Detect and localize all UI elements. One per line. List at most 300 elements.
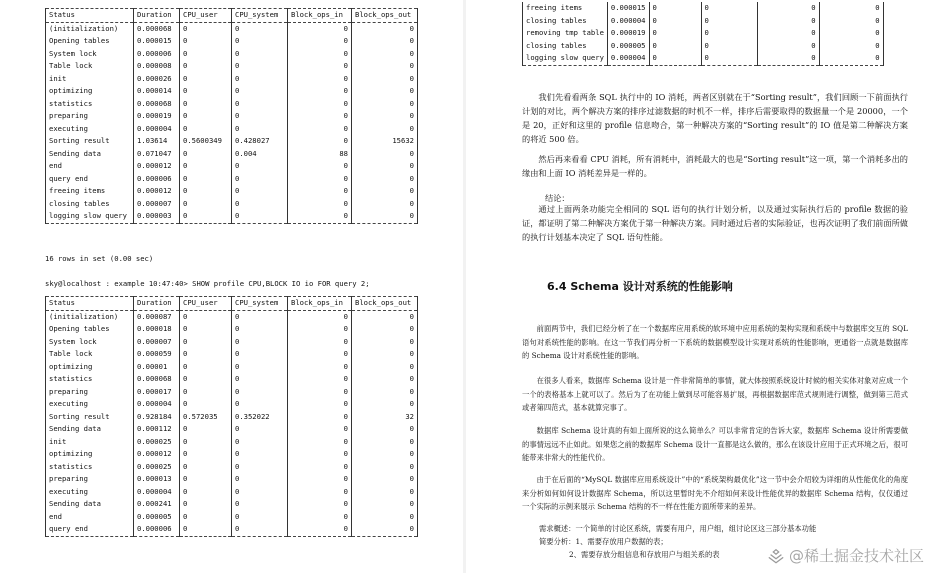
table-cell: 0.000008 <box>134 60 180 73</box>
table-cell: 0 <box>352 85 418 98</box>
table-cell: 0 <box>288 73 352 86</box>
table-row <box>46 123 418 136</box>
table-cell: 0.000004 <box>134 486 180 499</box>
paragraph-cpu-analysis: 然后再来看看 CPU 消耗，所有消耗中，消耗最大的也是“Sorting result”这一项，第一个消耗多出的缘由和上面 IO 消耗差异是一样的。 <box>522 154 908 178</box>
table-cell: 0 <box>232 436 288 449</box>
table-row <box>46 173 418 186</box>
table-row <box>46 198 418 211</box>
table-cell: 0.000005 <box>134 511 180 524</box>
table-cell: 0.071047 <box>134 148 180 161</box>
paragraph-io-analysis: 我们先看看两条 SQL 执行中的 IO 消耗，两者区别就在于“Sorting result”，我们回顾一下前面执行计划的对比，两个解决方案的排序过滤数据的时机不一样，排序后需要取得的数据量一个是 20000，一个是 20，正好和这里的 profile 信息吻合，第一种解决方案的“Sorting result”的 IO 值是第二种解决方案的将近 500 倍。 <box>522 92 908 144</box>
table-cell: 0 <box>288 135 352 148</box>
table-cell: 0 <box>352 148 418 161</box>
table-cell: 0 <box>757 15 819 28</box>
table-row <box>46 361 418 374</box>
table-cell: 0.000006 <box>134 48 180 61</box>
table-cell: 0.000014 <box>134 85 180 98</box>
table-cell: 0 <box>288 448 352 461</box>
table-row <box>46 185 418 198</box>
table-cell: 0 <box>288 361 352 374</box>
sql-command-text: sky@localhost : example 10:47:40> SHOW profile CPU,BLOCK IO io FOR query 2; <box>45 279 370 288</box>
table-cell: 0 <box>649 15 701 28</box>
table-cell: 0.000012 <box>134 448 180 461</box>
table-cell: 0 <box>232 423 288 436</box>
table-cell: 0 <box>180 173 232 186</box>
table-cell: 0 <box>232 198 288 211</box>
table-row <box>46 398 418 411</box>
table-row <box>523 40 884 53</box>
table-cell: Table lock <box>46 60 134 73</box>
rows-in-set-text: 16 rows in set (0.00 sec) <box>45 254 154 263</box>
table-cell: 0 <box>180 123 232 136</box>
table-cell: 0.000068 <box>134 98 180 111</box>
table-cell: 0.000007 <box>134 336 180 349</box>
table-row <box>46 210 418 223</box>
table-row <box>46 98 418 111</box>
table-row <box>523 2 884 15</box>
table-cell: 0 <box>819 40 883 53</box>
table-cell: 0 <box>232 461 288 474</box>
table-cell: 0 <box>288 436 352 449</box>
table-cell: 0 <box>232 448 288 461</box>
table-cell: 0.572035 <box>180 411 232 424</box>
table-cell: 0 <box>180 73 232 86</box>
table-cell: 0 <box>180 310 232 323</box>
section-title: 6.4 Schema 设计对系统的性能影响 <box>547 280 733 293</box>
table-cell: 0 <box>352 473 418 486</box>
table-cell: 0 <box>288 523 352 536</box>
table-cell: 88 <box>288 148 352 161</box>
table-cell: 0.004 <box>232 148 288 161</box>
table-cell: 0.000026 <box>134 73 180 86</box>
table-cell: optimizing <box>46 361 134 374</box>
table-cell: 0 <box>701 40 757 53</box>
table-cell: 0 <box>232 123 288 136</box>
table-cell: 0 <box>232 85 288 98</box>
table-cell: closing tables <box>523 15 608 28</box>
paragraph-conclusion: 通过上面两条功能完全相同的 SQL 语句的执行计划分析，以及通过实际执行后的 profile 数据的验证，都证明了第二种解决方案优于第一种解决方案。同时通过后者的实际验证，也再次证明了我们前面所做的执行计划基本决定了 SQL 语句性能。 <box>522 204 908 242</box>
table-cell: executing <box>46 398 134 411</box>
table-cell: 0.000006 <box>134 173 180 186</box>
table-cell: 0 <box>352 110 418 123</box>
left-page <box>0 0 466 573</box>
table-row <box>46 73 418 86</box>
table-row <box>46 310 418 323</box>
table-cell: 0.428027 <box>232 135 288 148</box>
table-cell: 0 <box>232 48 288 61</box>
watermark-text: @稀土掘金技术社区 <box>788 547 924 565</box>
table-cell: 0 <box>757 52 819 65</box>
table-cell: 0 <box>701 52 757 65</box>
table-cell: 0 <box>352 461 418 474</box>
table-cell: 0 <box>352 60 418 73</box>
col-header: Status <box>46 297 134 311</box>
table-cell: 0 <box>288 48 352 61</box>
table-row <box>46 386 418 399</box>
table-cell: Sending data <box>46 423 134 436</box>
table-cell: query end <box>46 173 134 186</box>
table-row <box>46 60 418 73</box>
table-cell: 0 <box>180 448 232 461</box>
table-row <box>46 336 418 349</box>
table-cell: 0 <box>288 398 352 411</box>
table-cell: freeing items <box>523 2 608 15</box>
table-cell: 0 <box>232 185 288 198</box>
table-cell: 0.000005 <box>607 40 649 53</box>
table-cell: optimizing <box>46 85 134 98</box>
paragraph-schema-question: 数据库 Schema 设计真的有如上面所说的这么简单么？可以非常肯定的告诉大家，数据库 Schema 设计所需要做的事情远远不止如此。如果您之前的数据库 Schema 设计一直都是这么做的，那么在该设计应用于正式环境之后，很可能带来非常大的性能代价。 <box>522 426 908 462</box>
table-cell: 0 <box>288 22 352 35</box>
table-body <box>46 310 418 536</box>
profile-table-1 <box>45 8 418 224</box>
table-cell: 0 <box>288 173 352 186</box>
table-cell: 0.000007 <box>134 198 180 211</box>
table-row <box>46 323 418 336</box>
table-cell: 0 <box>232 348 288 361</box>
table-cell: 0 <box>180 323 232 336</box>
table-cell: 0 <box>232 361 288 374</box>
table-cell: System lock <box>46 48 134 61</box>
table-cell: 0 <box>288 511 352 524</box>
table-cell: 0 <box>352 336 418 349</box>
col-header: Block_ops_in <box>288 9 352 23</box>
table-row <box>46 423 418 436</box>
table-row <box>523 15 884 28</box>
table-cell: 0.928184 <box>134 411 180 424</box>
table-row <box>46 436 418 449</box>
table-cell: 0 <box>180 486 232 499</box>
table-cell: freeing items <box>46 185 134 198</box>
profile-table-3 <box>522 2 884 66</box>
table-cell: System lock <box>46 336 134 349</box>
table-header-row <box>46 297 418 311</box>
table-row <box>46 348 418 361</box>
table-row <box>46 148 418 161</box>
col-header: CPU_user <box>180 297 232 311</box>
profile-table-2 <box>45 296 418 537</box>
table-cell: 0.000006 <box>134 523 180 536</box>
table-cell: init <box>46 73 134 86</box>
table-row <box>46 35 418 48</box>
table-cell: Sending data <box>46 498 134 511</box>
table-cell: 0 <box>180 423 232 436</box>
table-cell: 0.000059 <box>134 348 180 361</box>
table-cell: 0 <box>180 60 232 73</box>
table-cell: 0 <box>649 40 701 53</box>
table-cell: Opening tables <box>46 323 134 336</box>
table-cell: 0 <box>352 198 418 211</box>
table-row <box>46 511 418 524</box>
table-row <box>46 85 418 98</box>
table-body <box>46 22 418 223</box>
table-cell: 0 <box>819 2 883 15</box>
table-cell: 0.000003 <box>134 210 180 223</box>
table-cell: 0 <box>288 160 352 173</box>
table-cell: 0 <box>757 40 819 53</box>
col-header: Duration <box>134 9 180 23</box>
table-cell: 0 <box>819 15 883 28</box>
table-cell: 0 <box>180 511 232 524</box>
table-cell: Sorting result <box>46 411 134 424</box>
table-cell: 0 <box>232 323 288 336</box>
table-cell: 0 <box>352 310 418 323</box>
table-cell: 0 <box>352 98 418 111</box>
table-cell: 0 <box>352 48 418 61</box>
table-row <box>46 373 418 386</box>
table-cell: 0 <box>352 486 418 499</box>
table-cell: 0 <box>288 110 352 123</box>
table-cell: 0 <box>288 323 352 336</box>
table-cell: 0 <box>288 123 352 136</box>
paragraph-schema-view: 在很多人看来，数据库 Schema 设计是一件非常简单的事情，就大体按照系统设计时候的相关实体对象对应成一个一个的表格基本上就可以了。然后为了在功能上做到尽可能容易扩展，再根据数据库范式规则进行调整，做到第三范式或者第四范式，基本就算完事了。 <box>522 376 908 412</box>
table-cell: 0 <box>288 411 352 424</box>
table-row <box>523 27 884 40</box>
col-header: CPU_system <box>232 297 288 311</box>
table-cell: preparing <box>46 386 134 399</box>
juejin-logo-icon <box>767 547 785 565</box>
table-cell: 0 <box>288 348 352 361</box>
table-cell: 0.000012 <box>134 160 180 173</box>
table-cell: 0.000068 <box>134 22 180 35</box>
col-header: Block_ops_in <box>288 297 352 311</box>
table-cell: 0.000004 <box>134 123 180 136</box>
table-cell: 0 <box>232 210 288 223</box>
table-cell: closing tables <box>523 40 608 53</box>
table-cell: 0 <box>180 185 232 198</box>
table-cell: 0 <box>180 110 232 123</box>
table-cell: 0 <box>232 336 288 349</box>
table-cell: 0 <box>180 473 232 486</box>
table-row <box>46 461 418 474</box>
table-row <box>46 48 418 61</box>
table-cell: 0 <box>352 361 418 374</box>
table-cell: 0 <box>352 22 418 35</box>
table-cell: 0 <box>352 173 418 186</box>
table-cell: 0 <box>180 398 232 411</box>
table-row <box>46 448 418 461</box>
table-cell: 0 <box>288 60 352 73</box>
table-cell: 0 <box>352 185 418 198</box>
col-header: CPU_system <box>232 9 288 23</box>
table-cell: 0.000017 <box>134 386 180 399</box>
table-cell: 0 <box>288 185 352 198</box>
table-cell: 0 <box>288 423 352 436</box>
table-row <box>46 110 418 123</box>
analysis-step-2: 2、需要存放分组信息和存放用户与组关系的表 <box>569 550 720 559</box>
table-cell: 0 <box>180 523 232 536</box>
table-cell: (initialization) <box>46 310 134 323</box>
table-cell: 0 <box>701 27 757 40</box>
table-cell: 0 <box>352 35 418 48</box>
table-cell: 0 <box>288 85 352 98</box>
table-cell: 0 <box>352 523 418 536</box>
table-cell: 0 <box>232 523 288 536</box>
table-cell: 0 <box>180 348 232 361</box>
table-cell: 0 <box>180 386 232 399</box>
table-cell: 0 <box>288 98 352 111</box>
table-cell: 0 <box>701 2 757 15</box>
table-cell: 0 <box>232 160 288 173</box>
table-cell: 0 <box>288 310 352 323</box>
table-cell: statistics <box>46 373 134 386</box>
table-cell: 0 <box>288 386 352 399</box>
table-row <box>46 411 418 424</box>
table-cell: 0 <box>757 27 819 40</box>
table-cell: 0 <box>288 486 352 499</box>
table-cell: 0 <box>288 198 352 211</box>
table-row <box>46 486 418 499</box>
table-cell: 0 <box>180 148 232 161</box>
table-cell: 0.000019 <box>134 110 180 123</box>
table-cell: 0.000025 <box>134 436 180 449</box>
table-cell: end <box>46 511 134 524</box>
table-cell: 0 <box>180 210 232 223</box>
table-row <box>46 160 418 173</box>
table-cell: query end <box>46 523 134 536</box>
analysis-step-1: 简要分析：1、需要存放用户数据的表； <box>539 537 668 546</box>
table-cell: preparing <box>46 473 134 486</box>
table-cell: 0 <box>649 27 701 40</box>
table-cell: 0 <box>232 110 288 123</box>
table-cell: 0 <box>180 361 232 374</box>
table-cell: 0 <box>180 35 232 48</box>
conclusion-label: 结论： <box>545 193 570 203</box>
table-cell: 0 <box>232 473 288 486</box>
table-cell: 0.000018 <box>134 323 180 336</box>
table-cell: 0 <box>649 2 701 15</box>
paragraph-intro: 前面两节中，我们已经分析了在一个数据库应用系统的软环境中应用系统的架构实现和系统中与数据库交互的 SQL 语句对系统性能的影响。在这一节我们再分析一下系统的数据模型设计实现对系统的性能影响，更通俗一点就是数据库的 Schema 设计对系统性能的影响。 <box>522 324 908 360</box>
table-cell: 0 <box>288 461 352 474</box>
table-cell: 0 <box>352 160 418 173</box>
requirement-overview: 需求概述：一个简单的讨论区系统，需要有用户，用户组，组讨论区这三部分基本功能 <box>539 524 817 533</box>
table-cell: executing <box>46 486 134 499</box>
table-cell: 32 <box>352 411 418 424</box>
table-cell: preparing <box>46 110 134 123</box>
table-cell: 0.352022 <box>232 411 288 424</box>
table-cell: 0 <box>180 461 232 474</box>
table-cell: 0.000015 <box>134 35 180 48</box>
table-row <box>46 22 418 35</box>
table-cell: 0 <box>288 35 352 48</box>
table-cell: 1.03614 <box>134 135 180 148</box>
table-cell: closing tables <box>46 198 134 211</box>
table-cell: 0 <box>701 15 757 28</box>
table-cell: 0.5600349 <box>180 135 232 148</box>
table-cell: 15632 <box>352 135 418 148</box>
table-cell: Sorting result <box>46 135 134 148</box>
table-cell: 0.000025 <box>134 461 180 474</box>
table-cell: 0 <box>352 373 418 386</box>
table-cell: 0 <box>232 398 288 411</box>
table-cell: (initialization) <box>46 22 134 35</box>
table-cell: 0 <box>180 85 232 98</box>
table-cell: logging slow query <box>46 210 134 223</box>
table-cell: 0 <box>352 73 418 86</box>
table-cell: 0 <box>757 2 819 15</box>
col-header: CPU_user <box>180 9 232 23</box>
col-header: Block_ops_out <box>352 297 418 311</box>
table-cell: optimizing <box>46 448 134 461</box>
table-cell: 0 <box>819 27 883 40</box>
table-cell: 0 <box>232 22 288 35</box>
table-header-row <box>46 9 418 23</box>
table-cell: Opening tables <box>46 35 134 48</box>
table-cell: 0 <box>352 348 418 361</box>
table-cell: end <box>46 160 134 173</box>
table-cell: 0 <box>232 511 288 524</box>
table-cell: 0.000013 <box>134 473 180 486</box>
table-cell: 0 <box>232 98 288 111</box>
col-header: Status <box>46 9 134 23</box>
table-cell: 0 <box>352 323 418 336</box>
table-cell: 0 <box>288 210 352 223</box>
watermark <box>767 545 924 566</box>
table-cell: 0 <box>232 35 288 48</box>
paragraph-schema-example: 由于在后面的“MySQL 数据库应用系统设计”中的“系统架构最优化”这一节中会介绍较为详细的从性能优化的角度来分析如何如何设计数据库 Schema，所以这里暂时先不介绍如何来设计性能优异的数据库 Schema 结构，仅仅通过一个实际的示例来展示 Schema 结构的不一样在性能方面所带来的差异。 <box>522 475 908 511</box>
table-row <box>46 135 418 148</box>
table-cell: 0 <box>232 173 288 186</box>
table-cell: 0 <box>232 60 288 73</box>
table-cell: 0 <box>180 48 232 61</box>
col-header: Block_ops_out <box>352 9 418 23</box>
table-cell: 0 <box>180 98 232 111</box>
table-cell: 0 <box>232 73 288 86</box>
table-cell: 0 <box>232 486 288 499</box>
table-cell: 0 <box>352 123 418 136</box>
table-cell: 0.000012 <box>134 185 180 198</box>
table-cell: 0 <box>352 511 418 524</box>
table-cell: 0 <box>180 436 232 449</box>
table-body <box>523 2 884 65</box>
table-cell: 0 <box>180 198 232 211</box>
table-cell: 0 <box>288 498 352 511</box>
table-row <box>46 473 418 486</box>
table-cell: 0 <box>819 52 883 65</box>
table-cell: 0 <box>288 373 352 386</box>
table-row <box>46 523 418 536</box>
table-cell: 0 <box>352 386 418 399</box>
table-cell: 0.000019 <box>607 27 649 40</box>
table-cell: 0 <box>649 52 701 65</box>
table-cell: 0.000004 <box>607 52 649 65</box>
table-cell: 0.000087 <box>134 310 180 323</box>
table-cell: 0.000241 <box>134 498 180 511</box>
table-cell: 0 <box>232 386 288 399</box>
table-cell: 0 <box>352 398 418 411</box>
table-cell: 0 <box>180 22 232 35</box>
table-cell: 0 <box>180 373 232 386</box>
table-cell: 0.000015 <box>607 2 649 15</box>
table-cell: 0.000004 <box>607 15 649 28</box>
table-cell: 0 <box>232 498 288 511</box>
table-cell: 0.000068 <box>134 373 180 386</box>
table-cell: 0 <box>288 336 352 349</box>
table-cell: Table lock <box>46 348 134 361</box>
table-cell: 0.000004 <box>134 398 180 411</box>
table-cell: 0 <box>232 310 288 323</box>
table-cell: 0 <box>180 336 232 349</box>
table-cell: statistics <box>46 461 134 474</box>
table-cell: 0 <box>180 160 232 173</box>
table-cell: 0 <box>352 498 418 511</box>
table-cell: 0 <box>288 473 352 486</box>
table-cell: logging slow query <box>523 52 608 65</box>
table-cell: removing tmp table <box>523 27 608 40</box>
table-cell: Sending data <box>46 148 134 161</box>
table-cell: 0 <box>232 373 288 386</box>
table-cell: 0.000112 <box>134 423 180 436</box>
table-cell: 0.00001 <box>134 361 180 374</box>
